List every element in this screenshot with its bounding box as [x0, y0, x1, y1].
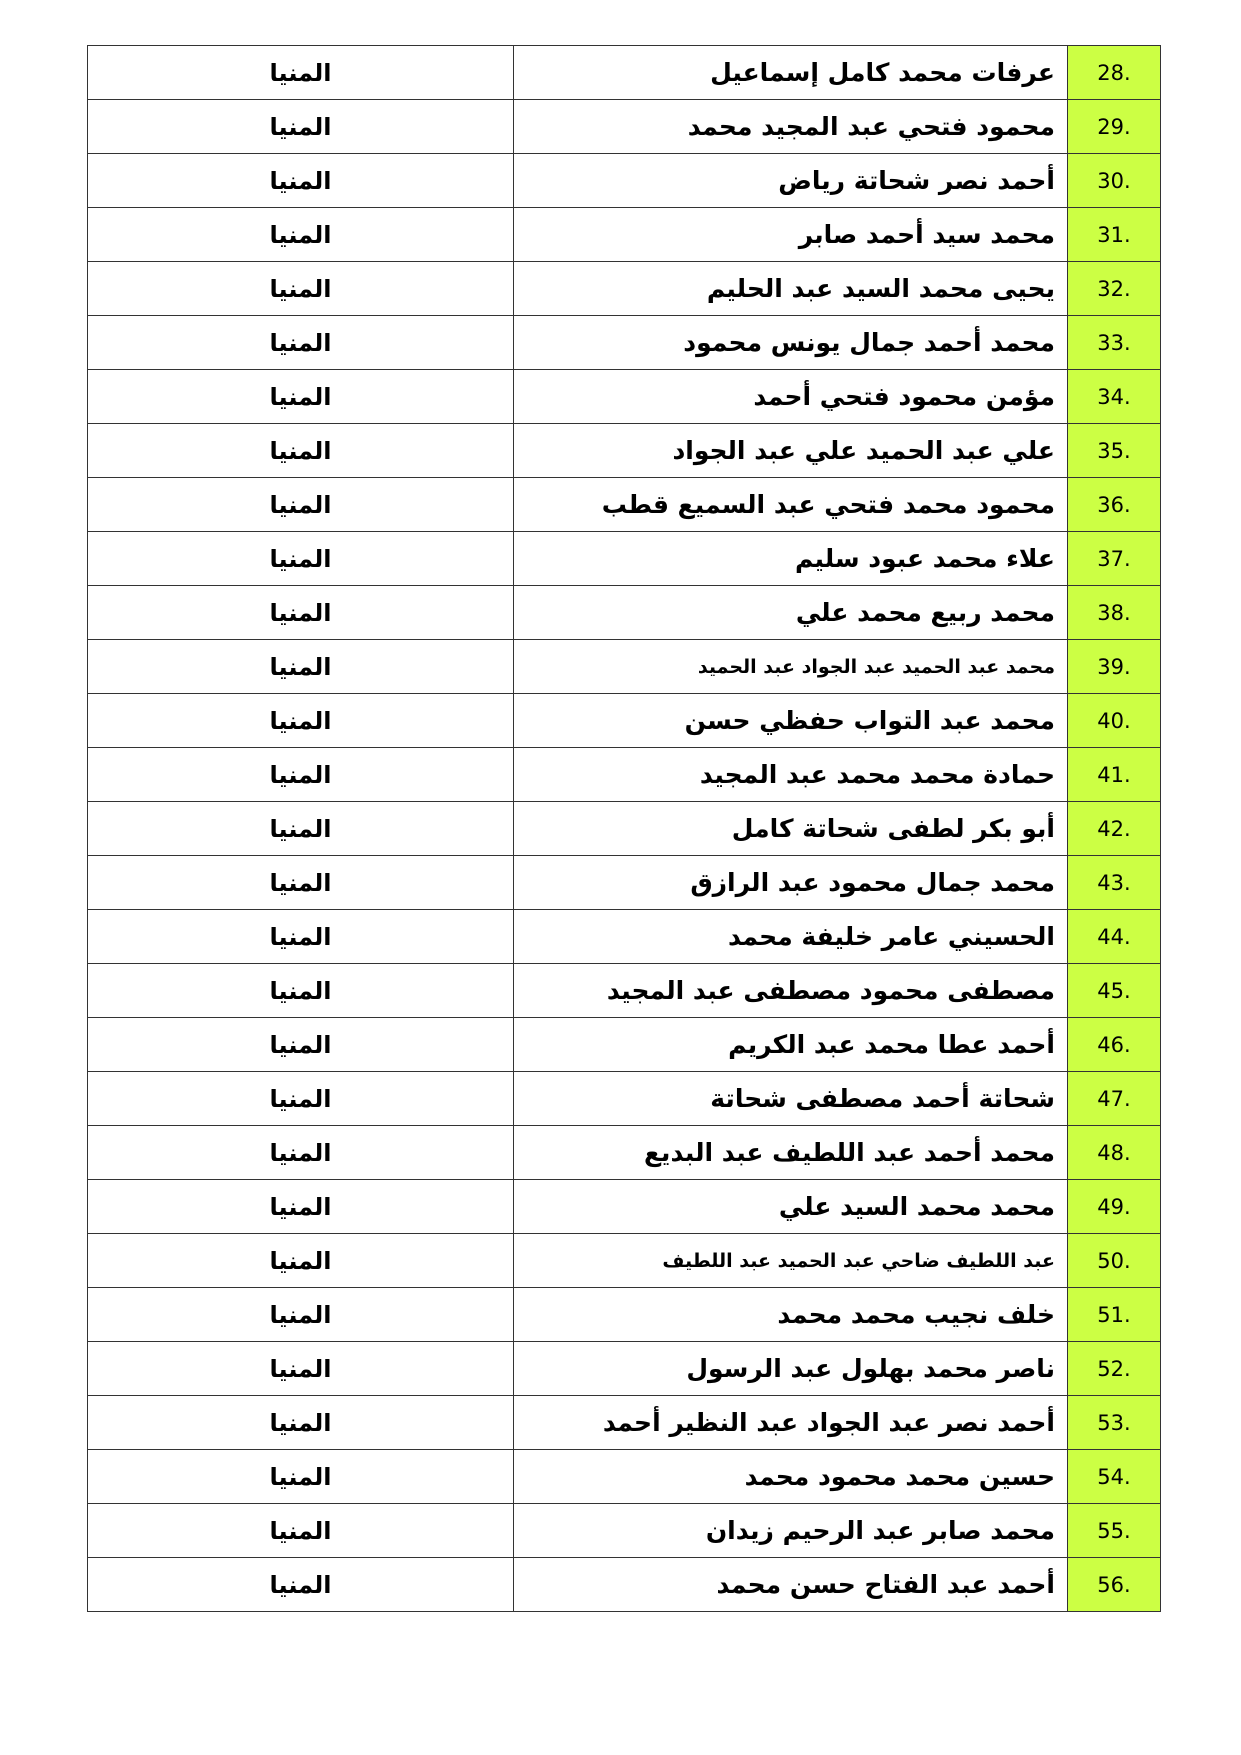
governorate: المنيا: [88, 478, 514, 532]
person-name: الحسيني عامر خليفة محمد: [514, 910, 1068, 964]
table-row: [88, 1126, 1161, 1180]
person-name: عبد اللطيف ضاحي عبد الحميد عبد اللطيف: [514, 1234, 1068, 1288]
governorate: المنيا: [88, 1558, 514, 1612]
table-row: [88, 370, 1161, 424]
row-number: 28.: [1068, 46, 1161, 100]
table-row: [88, 586, 1161, 640]
table-row: [88, 154, 1161, 208]
person-name: محمد صابر عبد الرحيم زيدان: [514, 1504, 1068, 1558]
governorate: المنيا: [88, 316, 514, 370]
person-name: أبو بكر لطفى شحاتة كامل: [514, 802, 1068, 856]
table-row: [88, 532, 1161, 586]
governorate: المنيا: [88, 856, 514, 910]
person-name: حسين محمد محمود محمد: [514, 1450, 1068, 1504]
table-row: [88, 1558, 1161, 1612]
governorate: المنيا: [88, 694, 514, 748]
governorate: المنيا: [88, 1450, 514, 1504]
person-name: أحمد عطا محمد عبد الكريم: [514, 1018, 1068, 1072]
table-row: [88, 1072, 1161, 1126]
table-row: [88, 424, 1161, 478]
row-number: 38.: [1068, 586, 1161, 640]
row-number: 47.: [1068, 1072, 1161, 1126]
person-name: محمد عبد التواب حفظي حسن: [514, 694, 1068, 748]
row-number: 46.: [1068, 1018, 1161, 1072]
governorate: المنيا: [88, 640, 514, 694]
person-name: محمد ربيع محمد علي: [514, 586, 1068, 640]
governorate: المنيا: [88, 1396, 514, 1450]
person-name: أحمد نصر شحاتة رياض: [514, 154, 1068, 208]
governorate: المنيا: [88, 1018, 514, 1072]
governorate: المنيا: [88, 1180, 514, 1234]
row-number: 43.: [1068, 856, 1161, 910]
table-row: [88, 1180, 1161, 1234]
person-name: محمد سيد أحمد صابر: [514, 208, 1068, 262]
row-number: 56.: [1068, 1558, 1161, 1612]
person-name: علاء محمد عبود سليم: [514, 532, 1068, 586]
row-number: 41.: [1068, 748, 1161, 802]
person-name: يحيى محمد السيد عبد الحليم: [514, 262, 1068, 316]
row-number: 52.: [1068, 1342, 1161, 1396]
person-name: مصطفى محمود مصطفى عبد المجيد: [514, 964, 1068, 1018]
person-name: محمد محمد السيد علي: [514, 1180, 1068, 1234]
table-row: [88, 802, 1161, 856]
person-name: علي عبد الحميد علي عبد الجواد: [514, 424, 1068, 478]
person-name: شحاتة أحمد مصطفى شحاتة: [514, 1072, 1068, 1126]
row-number: 29.: [1068, 100, 1161, 154]
person-name: أحمد عبد الفتاح حسن محمد: [514, 1558, 1068, 1612]
row-number: 32.: [1068, 262, 1161, 316]
table-row: [88, 316, 1161, 370]
governorate: المنيا: [88, 1234, 514, 1288]
row-number: 35.: [1068, 424, 1161, 478]
row-number: 34.: [1068, 370, 1161, 424]
governorate: المنيا: [88, 802, 514, 856]
table-row: [88, 1234, 1161, 1288]
row-number: 50.: [1068, 1234, 1161, 1288]
governorate: المنيا: [88, 1504, 514, 1558]
table-row: [88, 748, 1161, 802]
person-name: مؤمن محمود فتحي أحمد: [514, 370, 1068, 424]
table-row: [88, 478, 1161, 532]
person-name: عرفات محمد كامل إسماعيل: [514, 46, 1068, 100]
table-row: [88, 1396, 1161, 1450]
governorate: المنيا: [88, 964, 514, 1018]
names-table: [87, 45, 1161, 1612]
table-row: [88, 1450, 1161, 1504]
row-number: 45.: [1068, 964, 1161, 1018]
governorate: المنيا: [88, 586, 514, 640]
table-row: [88, 1504, 1161, 1558]
governorate: المنيا: [88, 1288, 514, 1342]
person-name: محمود محمد فتحي عبد السميع قطب: [514, 478, 1068, 532]
table-row: [88, 262, 1161, 316]
governorate: المنيا: [88, 748, 514, 802]
governorate: المنيا: [88, 424, 514, 478]
names-table-body: [88, 46, 1161, 1612]
person-name: أحمد نصر عبد الجواد عبد النظير أحمد: [514, 1396, 1068, 1450]
person-name: محمد أحمد عبد اللطيف عبد البديع: [514, 1126, 1068, 1180]
table-row: [88, 1018, 1161, 1072]
governorate: المنيا: [88, 370, 514, 424]
governorate: المنيا: [88, 100, 514, 154]
row-number: 37.: [1068, 532, 1161, 586]
person-name: محمد أحمد جمال يونس محمود: [514, 316, 1068, 370]
row-number: 51.: [1068, 1288, 1161, 1342]
governorate: المنيا: [88, 46, 514, 100]
governorate: المنيا: [88, 1126, 514, 1180]
row-number: 36.: [1068, 478, 1161, 532]
person-name: خلف نجيب محمد محمد: [514, 1288, 1068, 1342]
table-row: [88, 1288, 1161, 1342]
table-row: [88, 100, 1161, 154]
row-number: 49.: [1068, 1180, 1161, 1234]
row-number: 54.: [1068, 1450, 1161, 1504]
table-row: [88, 910, 1161, 964]
person-name: محمود فتحي عبد المجيد محمد: [514, 100, 1068, 154]
table-row: [88, 856, 1161, 910]
table-row: [88, 208, 1161, 262]
table-row: [88, 46, 1161, 100]
person-name: حمادة محمد محمد عبد المجيد: [514, 748, 1068, 802]
governorate: المنيا: [88, 532, 514, 586]
row-number: 40.: [1068, 694, 1161, 748]
person-name: محمد عبد الحميد عبد الجواد عبد الحميد: [514, 640, 1068, 694]
person-name: محمد جمال محمود عبد الرازق: [514, 856, 1068, 910]
person-name: ناصر محمد بهلول عبد الرسول: [514, 1342, 1068, 1396]
table-row: [88, 640, 1161, 694]
row-number: 55.: [1068, 1504, 1161, 1558]
governorate: المنيا: [88, 262, 514, 316]
row-number: 44.: [1068, 910, 1161, 964]
governorate: المنيا: [88, 910, 514, 964]
table-row: [88, 694, 1161, 748]
row-number: 31.: [1068, 208, 1161, 262]
governorate: المنيا: [88, 1072, 514, 1126]
row-number: 53.: [1068, 1396, 1161, 1450]
row-number: 39.: [1068, 640, 1161, 694]
row-number: 33.: [1068, 316, 1161, 370]
governorate: المنيا: [88, 208, 514, 262]
governorate: المنيا: [88, 1342, 514, 1396]
row-number: 30.: [1068, 154, 1161, 208]
table-row: [88, 964, 1161, 1018]
table-row: [88, 1342, 1161, 1396]
row-number: 48.: [1068, 1126, 1161, 1180]
row-number: 42.: [1068, 802, 1161, 856]
governorate: المنيا: [88, 154, 514, 208]
